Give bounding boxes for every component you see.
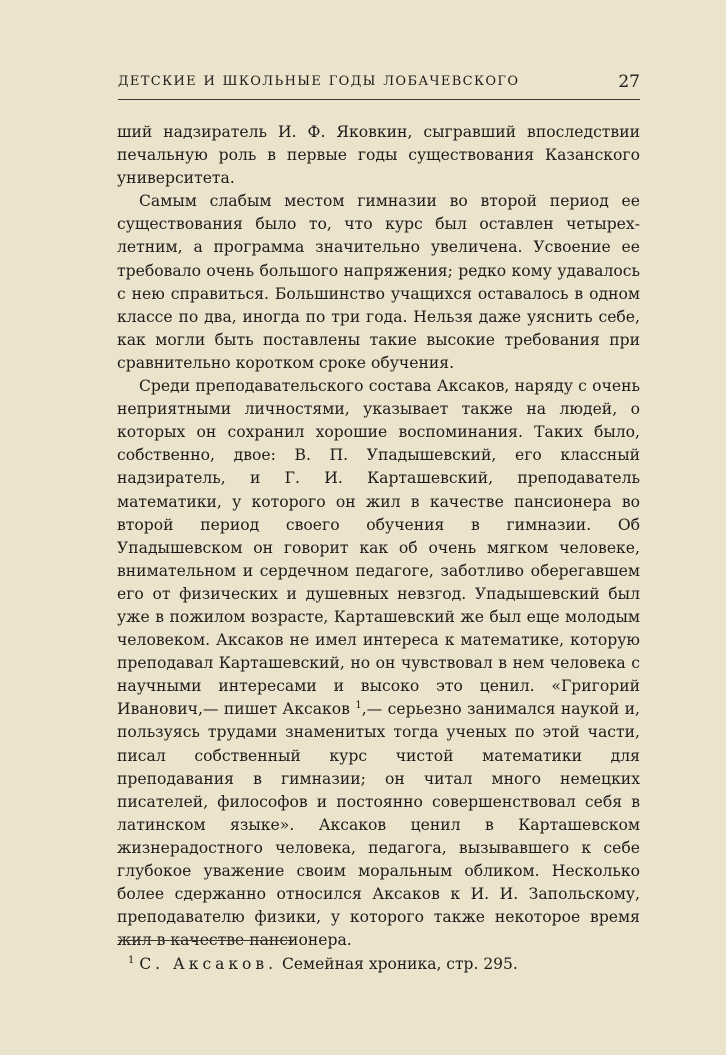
page-header: [118, 72, 640, 100]
footnote-mark: 1: [128, 954, 135, 966]
teachers-text-after-ref: ,— серьезно занимался наукой и, пользуясь трудами знаменитых тогда ученых по этой части, писал собственный курс чистой математики для преподавания в гимназии; он читал много немецких писателей, философов и постоянно совершенствовал себя в латинском языке». Аксаков ценил в Карташевском жизнерадостного человека, педагога, вызывавшего к себе глубокое уважение своим моральным обликом. Несколько более сдержанно относился Аксаков к И. И. Запольскому, преподавателю физики, у которого также некоторое время жил в качестве пансионера.: [117, 700, 641, 950]
paragraph-teachers: [117, 375, 640, 952]
teachers-text-before-ref: Среди преподавательского состава Аксаков, наряду с очень неприятными личностями, указывает также на людей, о которых он сохранил хорошие воспоминания. Таких было, собственно, двое: В. П. Упадышевский, его классный надзиратель, и Г. И. Карташевский, преподаватель математики, у которого он жил в качестве пансионера во второй период своего обучения в гимназии. Об Упадышевском он говорит как об очень мягком человеке, внимательном и сердечном педагоге, заботливо оберегавшем его от физических и душевных невзгод. Упадышевский был уже в пожилом возрасте, Карташевский же был еще молодым человеком. Аксаков не имел интереса к математике, которую преподавал Карташевский, но он чувствовал в нем человека с научными интересами и высоко это ценил. «Григорий Иванович,— пишет Аксаков: [117, 377, 640, 719]
footnote-rule: [118, 940, 293, 941]
header-rule: [118, 99, 640, 100]
footnote: [128, 955, 628, 973]
page-number: 27: [618, 72, 640, 92]
body-text: [117, 121, 640, 952]
footnote-source: Семейная хроника, стр. 295.: [281, 955, 518, 973]
paragraph-gymnasium-weakness: Самым слабым местом гимназии во второй период ее существования было то, что курс был оставлен четырехлетним, а программа значительно увеличена. Усвоение ее требовало очень большого напряжения; редко кому удавалось с нею справиться. Большинство учащихся оставалось в одном классе по два, иногда по три года. Нельзя даже уяснить себе, как могли быть поставлены такие высокие требования при сравнительно коротком сроке обучения.: [117, 192, 640, 372]
paragraph-continuation: ший надзиратель И. Ф. Яковкин, сыгравший впоследствии печальную роль в первые годы существования Казанского университета.: [117, 123, 640, 188]
footnote-author: С. Аксаков.: [139, 955, 278, 973]
running-title: ДЕТСКИЕ И ШКОЛЬНЫЕ ГОДЫ ЛОБАЧЕВСКОГО: [118, 74, 520, 89]
footnote-reference[interactable]: 1: [355, 700, 362, 712]
